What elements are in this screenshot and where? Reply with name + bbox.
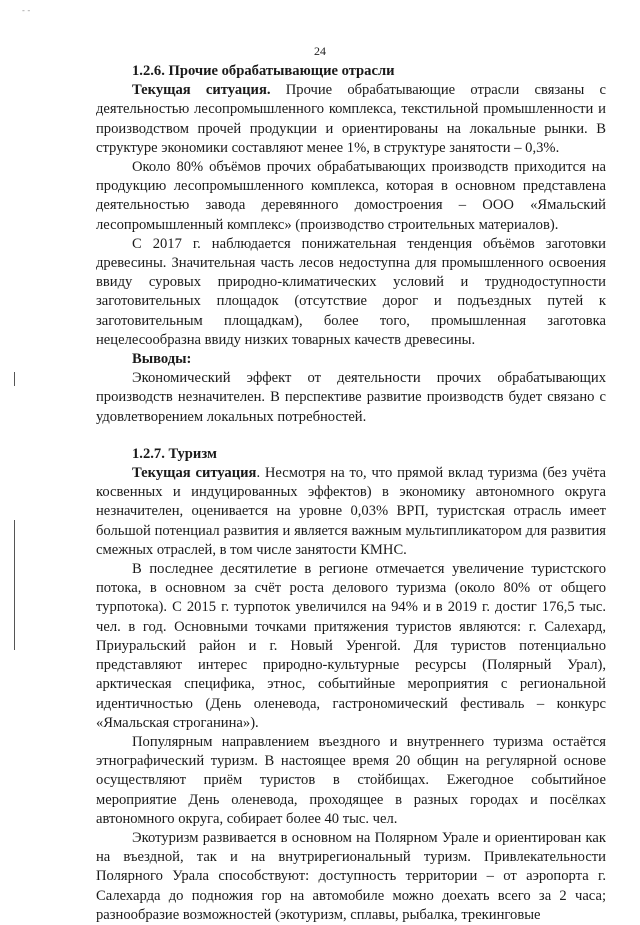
paragraph: Популярным направлением въездного и внутреннего туризма остаётся этнографический туризм. В настоящее время 20 общин на регулярной основе осуществляют приём туристов в стойбищах. Ежегодное событийное мероприятие День оленевода, проходящее в разных городах и посёлках автономного округа, собирает более 40 тыс. чел. — [96, 733, 606, 827]
scan-edge-mark — [14, 372, 15, 386]
section-heading-tourism: 1.2.7. Туризм — [132, 445, 217, 462]
paragraph — [96, 464, 606, 560]
current-situation-label: Текущая ситуация. — [132, 82, 271, 99]
paragraph-text: Прочие обрабатывающие отрасли связаны с деятельностью лесопромышленного комплекса, текстильной промышленности и производством прочей продукции и ориентированы на локальные рынки. В структуре экономики составляют менее 1%, в структуре занятости – 0,3%. — [96, 82, 606, 156]
paragraph: В последнее десятилетие в регионе отмечается увеличение туристского потока, в основном за счёт роста делового туризма (около 80% от общего турпотока). С 2015 г. турпоток увеличился на 94% и в 2019 г. достиг 176,5 тыс. чел. в год. Основными точками притяжения туристов являются: г. Салехард, Приуральский район и г. Новый Уренгой. Для туристов потенциально представляют интерес природно-культурные ресурсы (Полярный Урал), арктическая специфика, этнос, событийные мероприятия с региональной идентичностью (День оленевода, гастрономический фестиваль – конкурс «Ямальская строганина»). — [96, 561, 606, 731]
conclusions-label: Выводы: — [132, 351, 192, 368]
page-content — [96, 62, 606, 925]
paragraph: Экотуризм развивается в основном на Полярном Урале и ориентирован как на въездной, так и на внутрирегиональный туризм. Привлекательности Полярного Урала способствуют: доступность территории – от аэропорта г. Салехарда до подножия гор на автомобиле можно доехать всего за 2 часа; разнообразие возможностей (экотуризм, сплавы, рыбалка, трекинговые — [96, 829, 606, 923]
paragraph — [96, 81, 606, 158]
current-situation-label: Текущая ситуация — [132, 465, 257, 482]
scan-edge-mark — [14, 520, 15, 650]
paragraph-text: . Несмотря на то, что прямой вклад туризма (без учёта косвенных и индуцированных эффектов) в экономику автономного округа незначителен, оценивается на уровне 0,03% ВРП, туристская отрасль имеет большой потенциал развития и является важным мультипликатором для развития смежных отраслей, в том числе занятости КМНС. — [96, 465, 607, 558]
paragraph: Около 80% объёмов прочих обрабатывающих производств приходится на продукцию лесопромышленного комплекса, которая в основном представлена деятельностью завода деревянного домостроения – ООО «Ямальский лесопромышленный комплекс» (производство строительных материалов). — [96, 159, 606, 233]
section-heading-other-manufacturing: 1.2.6. Прочие обрабатывающие отрасли — [132, 63, 395, 79]
scan-corner-mark: - - — [22, 6, 31, 15]
paragraph: С 2017 г. наблюдается понижательная тенденция объёмов заготовки древесины. Значительная часть лесов недоступна для промышленного освоения ввиду суровых природно-климатических условий и труднодоступности заготовительных площадок (отсутствие дорог и подъездных путей к заготовительным площадкам), более того, промышленная заготовка нецелесообразна ввиду низких товарных качеств древесины. — [96, 235, 606, 348]
page-number: 24 — [314, 44, 326, 58]
section-gap — [96, 427, 606, 445]
paragraph: Экономический эффект от деятельности прочих обрабатывающих производств незначителен. В перспективе развитие производств будет связано с удовлетворением локальных потребностей. — [96, 370, 606, 425]
